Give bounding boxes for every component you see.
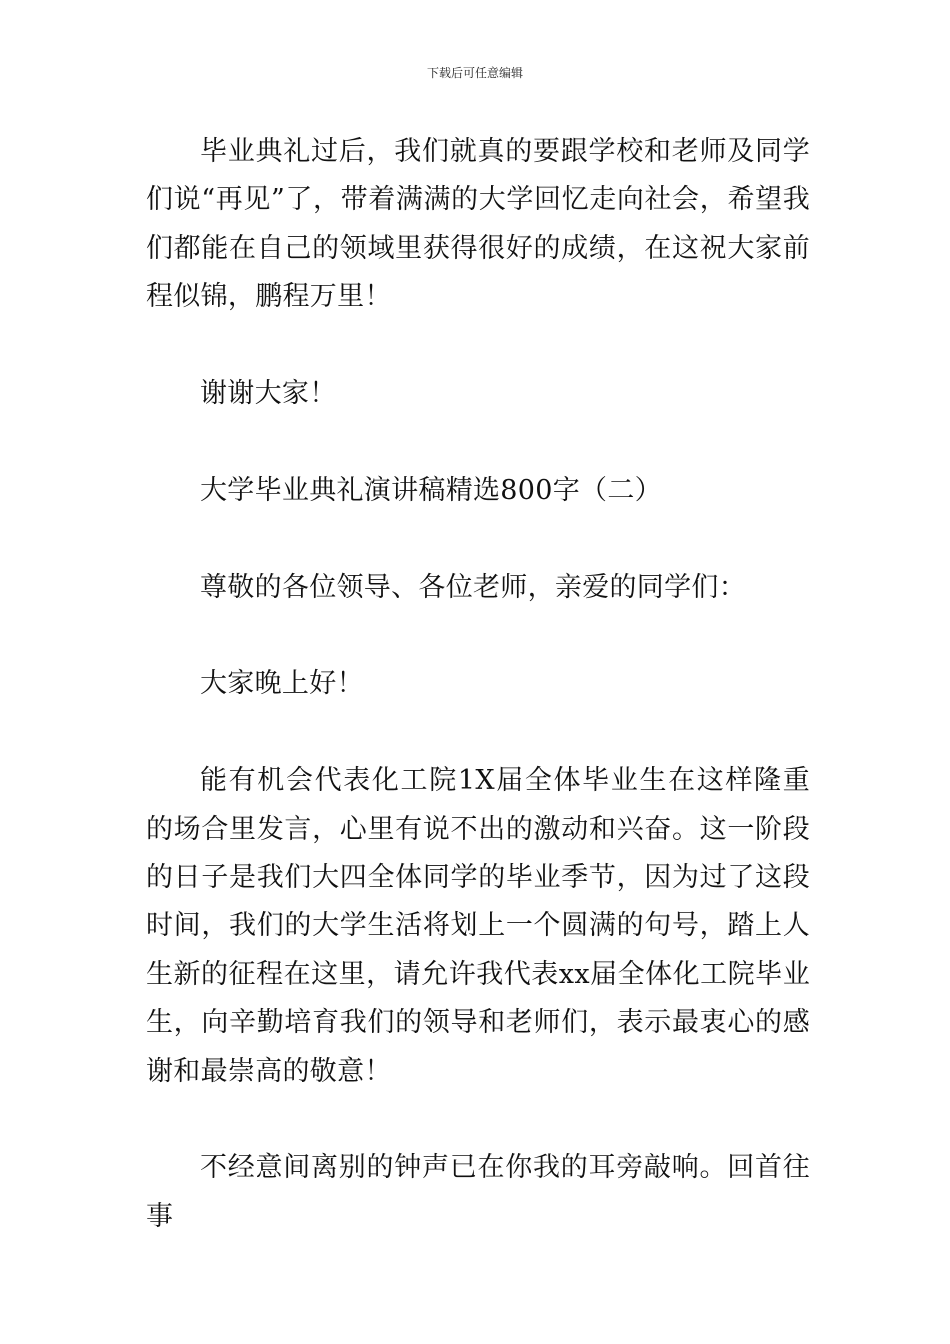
paragraph-greeting: 大家晚上好！ bbox=[200, 668, 364, 700]
section-title: 大学毕业典礼演讲稿精选800字（二） bbox=[200, 474, 662, 506]
paragraph-salutation: 尊敬的各位领导、各位老师，亲爱的同学们： bbox=[200, 571, 746, 603]
paragraph-spacer bbox=[146, 1096, 810, 1144]
paragraph-reflection: 不经意间离别的钟声已在你我的耳旁敲响。回首往事 bbox=[146, 1152, 810, 1232]
paragraph-thanks: 谢谢大家！ bbox=[200, 378, 337, 410]
page-header: 下载后可任意编辑 bbox=[426, 66, 523, 80]
paragraph-spacer bbox=[146, 612, 810, 660]
paragraph-spacer bbox=[146, 709, 810, 757]
paragraph-spacer bbox=[146, 515, 810, 563]
paragraph-farewell: 毕业典礼过后，我们就真的要跟学校和老师及同学们说“再见”了，带着满满的大学回忆走向社会，希望我们都能在自己的领域里获得很好的成绩，在这祝大家前程似锦，鹏程万里！ bbox=[146, 136, 810, 313]
paragraph-spacer bbox=[146, 322, 810, 370]
document-body bbox=[146, 128, 810, 1241]
paragraph-speech-body: 能有机会代表化工院1X届全体毕业生在这样隆重的场合里发言，心里有说不出的激动和兴奋。这一阶段的日子是我们大四全体同学的毕业季节，因为过了这段时间，我们的大学生活将划上一个圆满的句号，踏上人生新的征程在这里，请允许我代表xx届全体化工院毕业生，向辛勤培育我们的领导和老师们，表示最衷心的感谢和最崇高的敬意！ bbox=[146, 765, 810, 1087]
paragraph-spacer bbox=[146, 418, 810, 466]
